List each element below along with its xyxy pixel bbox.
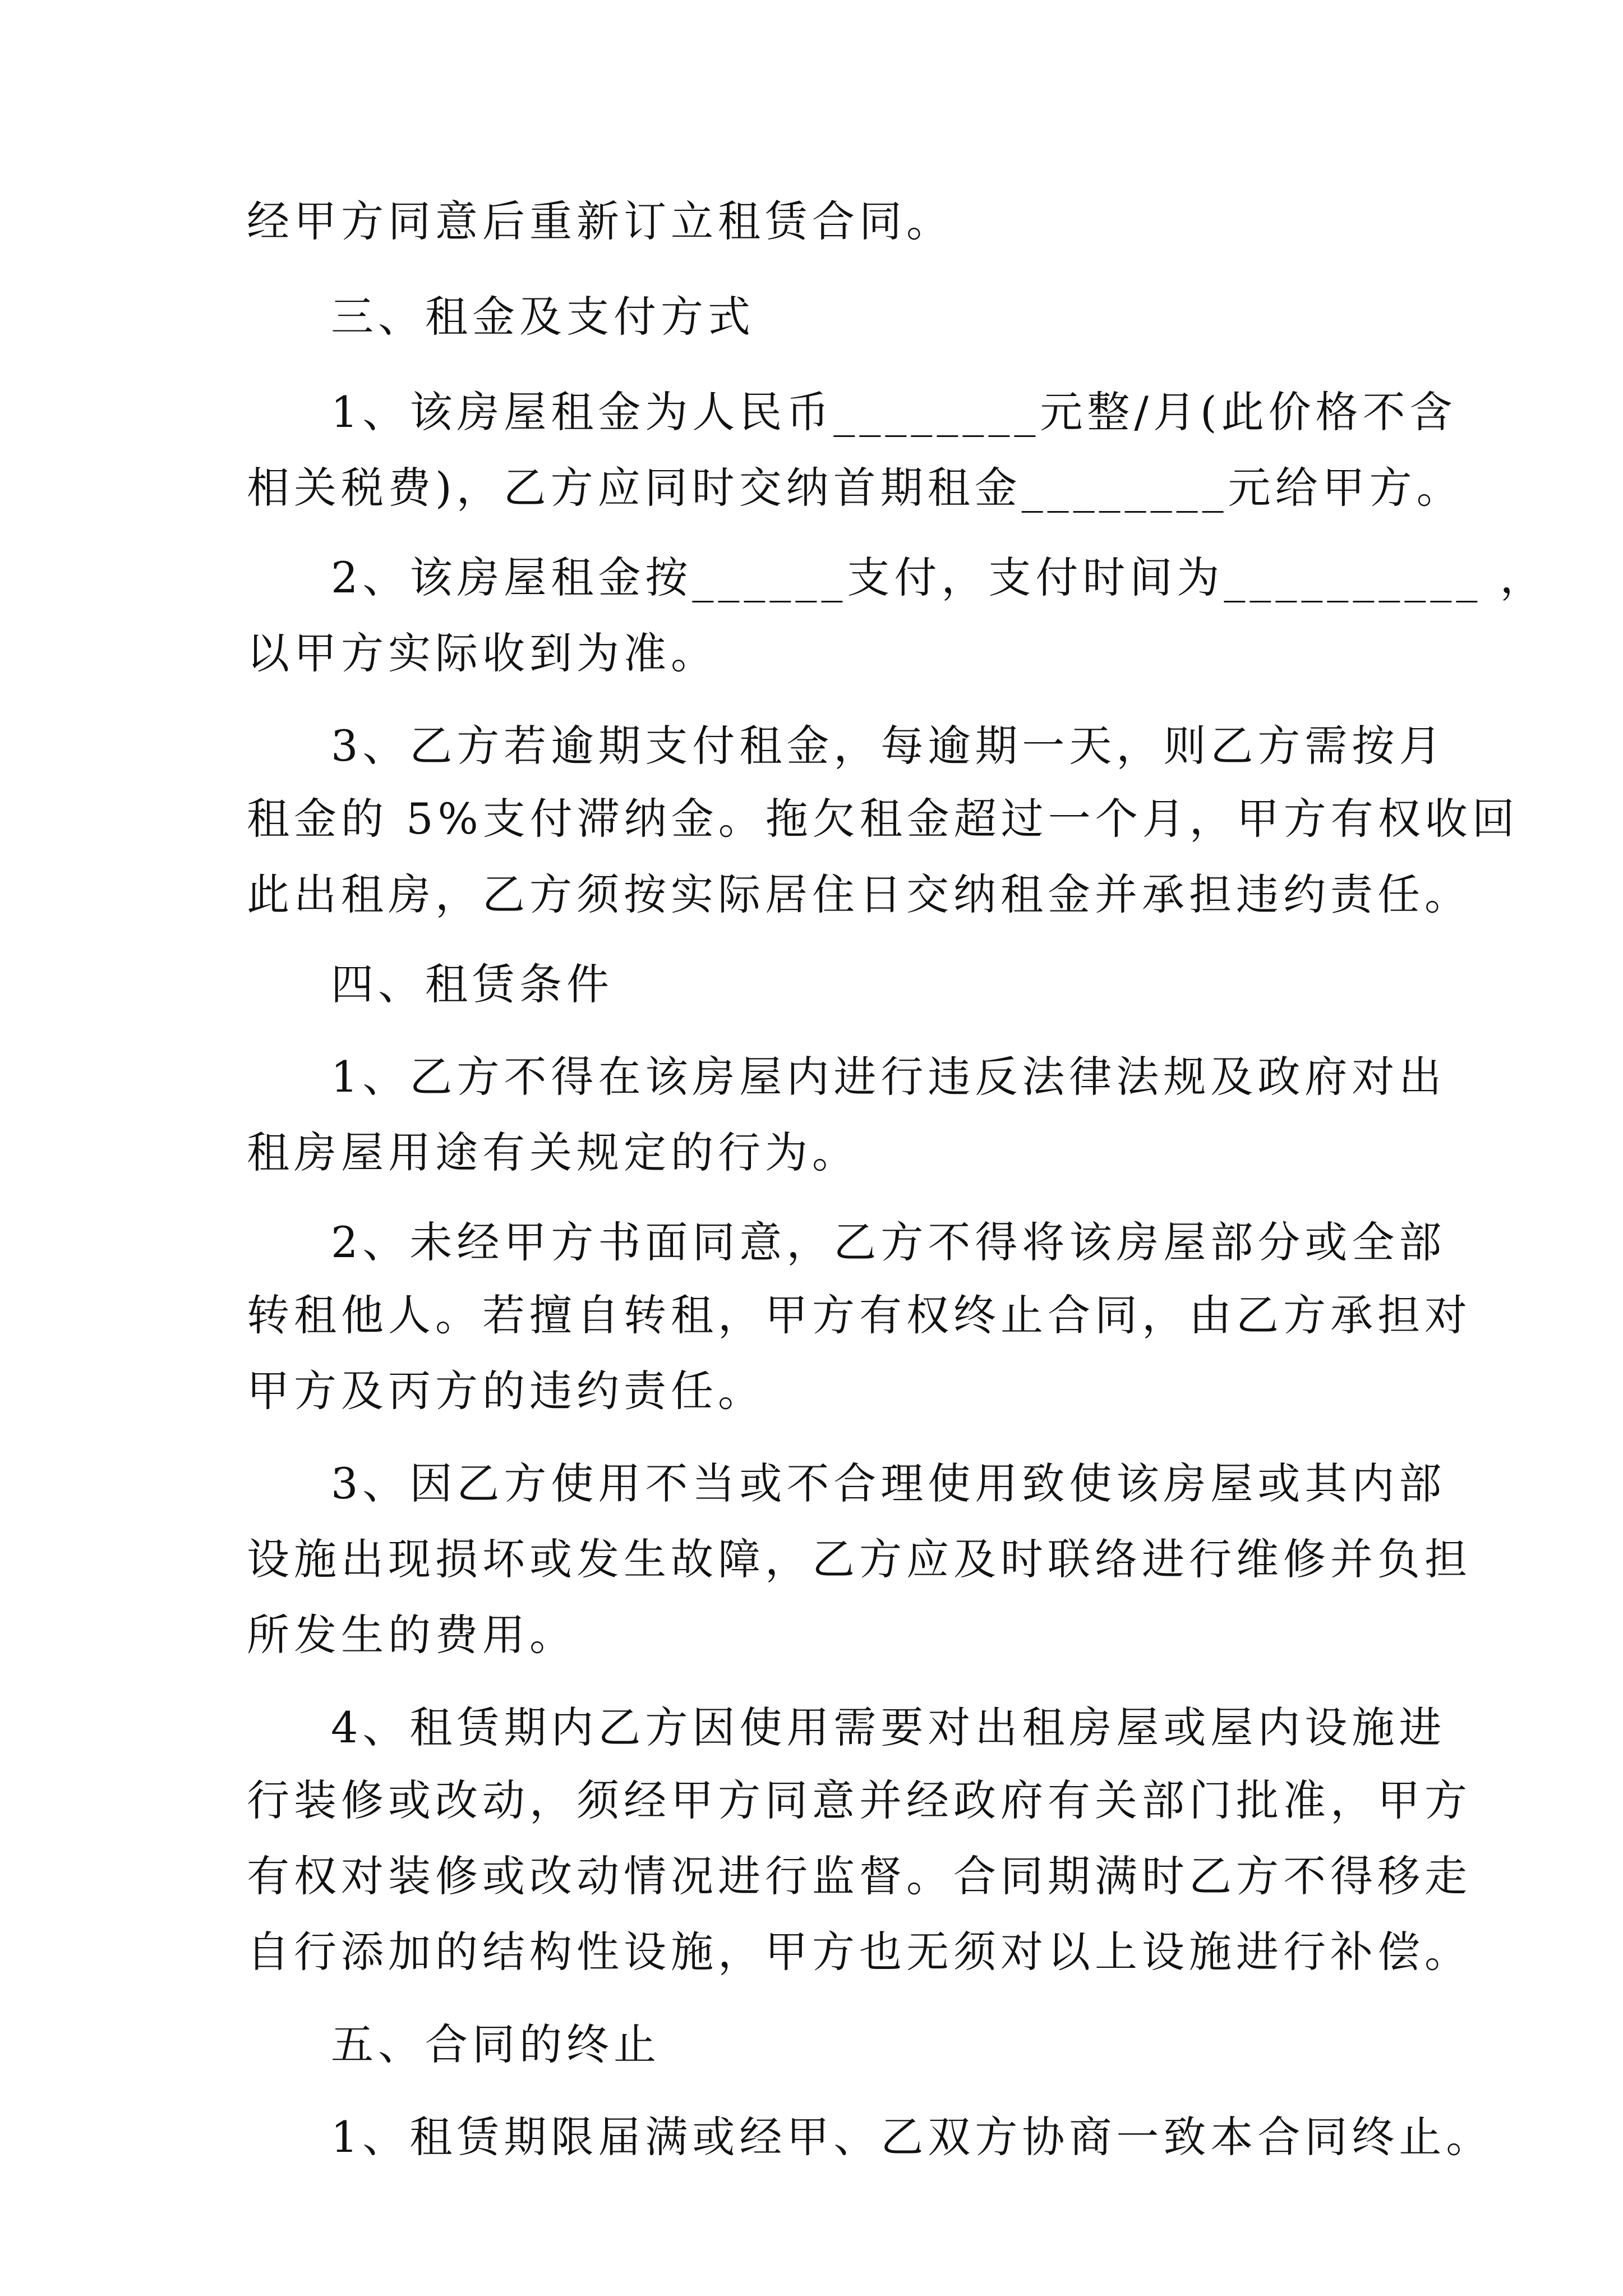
paragraph-line: 甲方及丙方的违约责任。 — [247, 1366, 765, 1416]
paragraph-line: 经甲方同意后重新订立租赁合同。 — [247, 196, 953, 246]
section-heading-lease-conditions: 四、租赁条件 — [331, 959, 614, 1009]
paragraph-line: 3、乙方若逾期支付租金，每逾期一天，则乙方需按月 — [331, 721, 1446, 771]
paragraph-line: 此出租房，乙方须按实际居住日交纳租金并承担违约责任。 — [247, 869, 1472, 919]
paragraph-line: 转租他人。若擅自转租，甲方有权终止合同，由乙方承担对 — [247, 1290, 1472, 1340]
paragraph-line: 相关税费)，乙方应同时交纳首期租金________元给甲方。 — [247, 463, 1464, 513]
section-heading-termination: 五、合同的终止 — [331, 2019, 661, 2069]
section-heading-rent-payment: 三、租金及支付方式 — [331, 292, 755, 342]
paragraph-line: 租房屋用途有关规定的行为。 — [247, 1128, 859, 1177]
paragraph-line: 4、租赁期内乙方因使用需要对出租房屋或屋内设施进 — [331, 1703, 1446, 1752]
paragraph-line: 2、未经甲方书面同意，乙方不得将该房屋部分或全部 — [331, 1217, 1446, 1267]
paragraph-line: 2、该房屋租金按______支付，支付时间为__________ ， — [331, 553, 1547, 602]
paragraph-line: 租金的 5%支付滞纳金。拖欠租金超过一个月，甲方有权收回 — [247, 794, 1519, 844]
paragraph-line: 行装修或改动，须经甲方同意并经政府有关部门批准，甲方 — [247, 1775, 1472, 1825]
paragraph-line: 所发生的费用。 — [247, 1610, 577, 1660]
paragraph-line: 有权对装修或改动情况进行监督。合同期满时乙方不得移走 — [247, 1851, 1472, 1901]
paragraph-line: 以甲方实际收到为准。 — [247, 628, 718, 678]
paragraph-line: 1、乙方不得在该房屋内进行违反法律法规及政府对出 — [331, 1052, 1446, 1102]
paragraph-line: 3、因乙方使用不当或不合理使用致使该房屋或其内部 — [331, 1458, 1446, 1508]
paragraph-line: 1、租赁期限届满或经甲、乙双方协商一致本合同终止。 — [331, 2112, 1493, 2162]
paragraph-line: 自行添加的结构性设施，甲方也无须对以上设施进行补偿。 — [247, 1927, 1472, 1977]
paragraph-line: 设施出现损坏或发生故障，乙方应及时联络进行维修并负担 — [247, 1534, 1472, 1584]
paragraph-line: 1、该房屋租金为人民币________元整/月(此价格不含 — [331, 387, 1457, 437]
